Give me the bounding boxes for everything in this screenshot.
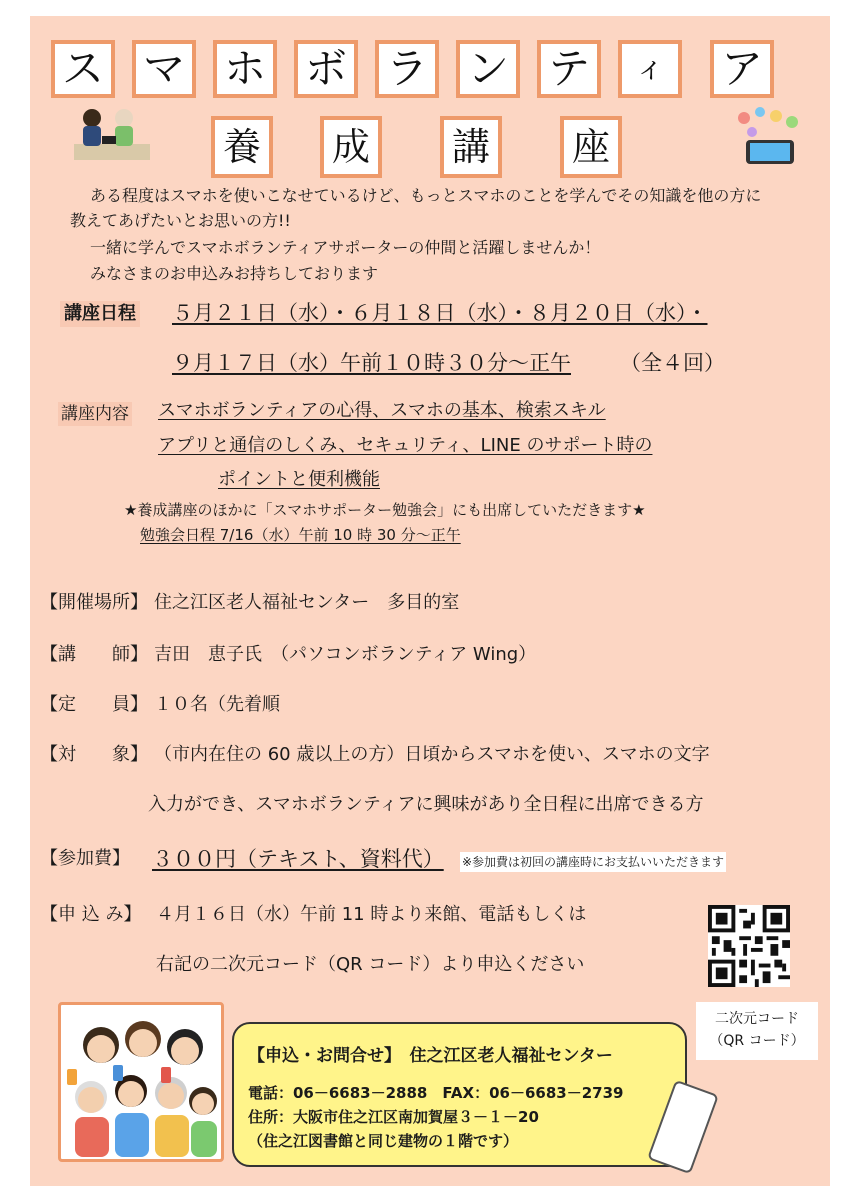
target-label: 【対 象】: [40, 744, 148, 765]
content-label: 講座内容: [58, 402, 132, 426]
apply-line-1: ４月１６日（水）午前 11 時より来館、電話もしくは: [156, 904, 587, 925]
people-illustration: [58, 1002, 224, 1162]
instructor-value: 吉田 恵子氏 （パソコンボランティア Wing）: [154, 644, 537, 665]
fee-label: 【参加費】: [40, 848, 130, 869]
contact-address: 住所：大阪市住之江区南加賀屋３－１－20: [248, 1108, 539, 1126]
intro-line-3: 一緒に学んでスマホボランティアサポーターの仲間と活躍しませんか！: [90, 238, 601, 257]
fee-value: ３００円（テキスト、資料代）: [152, 847, 444, 871]
title-char-4: ボ: [294, 40, 358, 98]
title-char-8: ィ: [618, 40, 682, 98]
fee-note: ※参加費は初回の講座時にお支払いいただきます: [460, 852, 726, 872]
qr-code[interactable]: [708, 905, 790, 987]
subtitle-char-3: 講: [440, 116, 502, 178]
venue-label: 【開催場所】: [40, 592, 148, 613]
phone-apps-illustration: [734, 106, 802, 168]
intro-line-1: ある程度はスマホを使いこなせているけど、もっとスマホのことを学んでその知識を他の方に: [90, 186, 762, 205]
content-line-1: スマホボランティアの心得、スマホの基本、検索スキル: [158, 400, 606, 421]
capacity-label: 【定 員】: [40, 694, 148, 715]
title-char-1: ス: [51, 40, 115, 98]
contact-phone[interactable]: 電話：06－6683－2888 FAX：06－6683－2739: [248, 1084, 624, 1102]
qr-label-1: 二次元コード: [715, 1011, 799, 1027]
content-note-1: ★養成講座のほかに「スマホサポーター勉強会」にも出席していただきます★: [124, 501, 646, 519]
title-char-2: マ: [132, 40, 196, 98]
qr-label-2: （QR コード）: [709, 1033, 805, 1049]
contact-heading: 【申込・お問合せ】 住之江区老人福祉センター: [248, 1046, 613, 1066]
schedule-label: 講座日程: [60, 301, 140, 327]
intro-line-2: 教えてあげたいとお思いの方!!: [70, 211, 291, 230]
title-char-6: ン: [456, 40, 520, 98]
people-group-icon: [61, 1005, 221, 1159]
schedule-line-2: ９月１７日（水）午前１０時３０分～正午: [172, 351, 571, 375]
title-char-7: テ: [537, 40, 601, 98]
schedule-count: （全４回）: [620, 351, 725, 375]
title-char-5: ラ: [375, 40, 439, 98]
content-note-2: 勉強会日程 7/16（水）午前 10 時 30 分～正午: [140, 526, 461, 544]
apply-line-2: 右記の二次元コード（QR コード）より申込ください: [156, 954, 585, 975]
subtitle-char-2: 成: [320, 116, 382, 178]
title-char-9: ア: [710, 40, 774, 98]
schedule-line-1: ５月２１日（水）・６月１８日（水）・８月２０日（水）・: [172, 301, 708, 325]
capacity-value: １０名（先着順: [154, 694, 280, 715]
contact-box: [232, 1022, 687, 1167]
apply-label: 【申 込 み】: [40, 904, 142, 925]
title-char-3: ホ: [213, 40, 277, 98]
contact-note: （住之江図書館と同じ建物の１階です）: [248, 1132, 519, 1150]
content-line-3: ポイントと便利機能: [218, 469, 380, 490]
subtitle-char-1: 養: [211, 116, 273, 178]
target-line-2: 入力ができ、スマホボランティアに興味があり全日程に出席できる方: [148, 794, 704, 815]
instructor-label: 【講 師】: [40, 644, 148, 665]
subtitle-char-4: 座: [560, 116, 622, 178]
target-line-1: （市内在住の 60 歳以上の方）日頃からスマホを使い、スマホの文字: [154, 744, 710, 765]
intro-line-4: みなさまのお申込みお持ちしております: [90, 264, 379, 283]
venue-value: 住之江区老人福祉センター 多目的室: [154, 592, 460, 613]
content-line-2: アプリと通信のしくみ、セキュリティ、LINE のサポート時の: [158, 435, 653, 456]
teaching-illustration: [72, 104, 154, 164]
qr-label: [696, 1002, 818, 1060]
